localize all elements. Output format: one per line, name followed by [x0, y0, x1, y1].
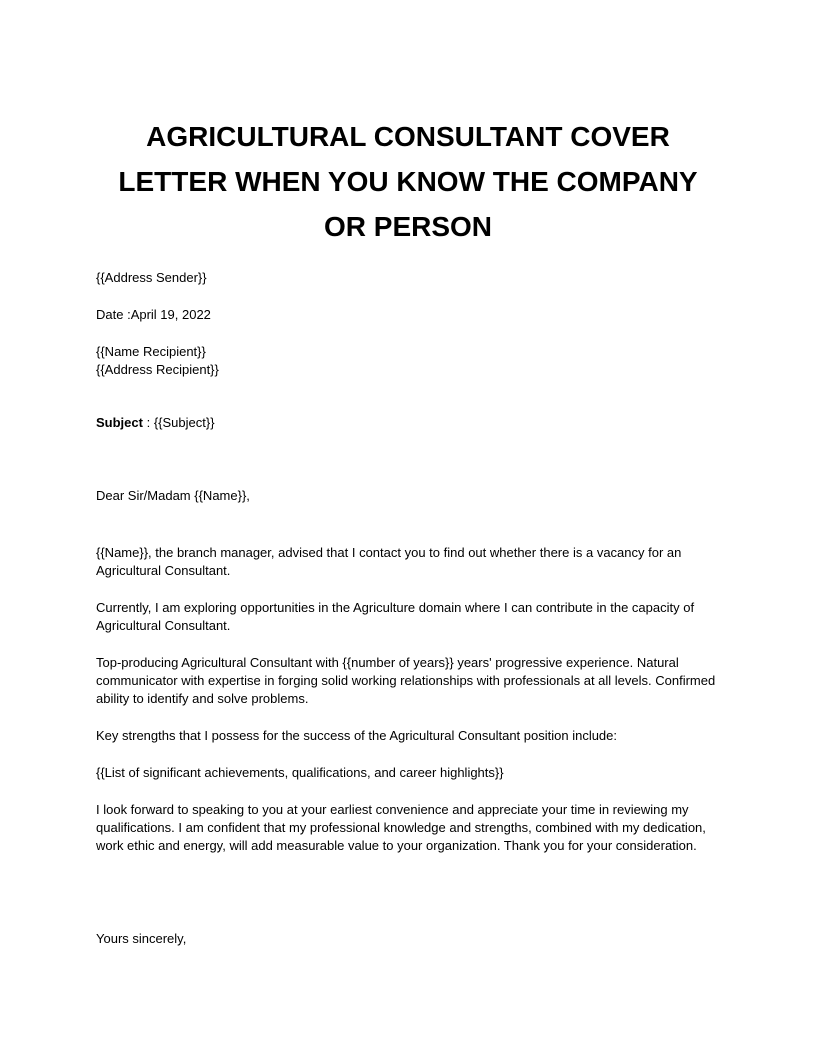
date-line [96, 306, 211, 324]
subject-label: Subject [96, 415, 143, 430]
body-paragraph: Key strengths that I possess for the success of the Agricultural Consultant position include: [96, 728, 618, 743]
subject-line [96, 414, 215, 432]
subject-separator: : [142, 415, 154, 430]
date-value: April 19, 2022 [130, 307, 211, 322]
recipient-address: {{Address Recipient}} [96, 362, 219, 377]
date-label: Date : [96, 307, 131, 322]
body-paragraph: Top-producing Agricultural Consultant with {{number of years}} years' progressive experience. Natural communicator with expertise in forging solid working relationships with professionals at all levels. Confirmed ability to identify and solve problems. [96, 655, 716, 706]
body-paragraph: {{List of significant achievements, qualifications, and career highlights}} [96, 765, 504, 780]
body-paragraph: Currently, I am exploring opportunities in the Agriculture domain where I can contribute in the capacity of Agricultural Consultant. [96, 600, 695, 633]
page-title: AGRICULTURAL CONSULTANT COVER LETTER WHEN YOU KNOW THE COMPANY OR PERSON [118, 121, 698, 242]
recipient-name: {{Name Recipient}} [96, 344, 206, 359]
body-paragraph: {{Name}}, the branch manager, advised that I contact you to find out whether there is a vacancy for an Agricultural Consultant. [96, 545, 682, 578]
closing: Yours sincerely, [96, 931, 187, 946]
body-paragraph: I look forward to speaking to you at your earliest convenience and appreciate your time in reviewing my qualifications. I am confident that my professional knowledge and strengths, combined with my dedication, work ethic and energy, will add measurable value to your organization. Thank you for your consideration. [96, 802, 706, 853]
salutation: Dear Sir/Madam {{Name}}, [96, 488, 250, 503]
sender-address: {{Address Sender}} [96, 270, 207, 285]
subject-value: {{Subject}} [153, 415, 215, 430]
